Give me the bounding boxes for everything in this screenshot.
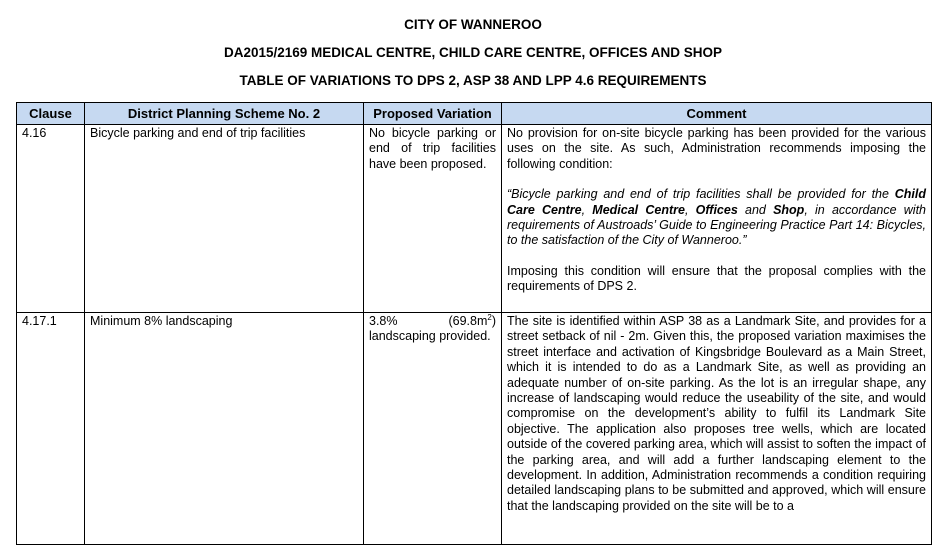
document-title: CITY OF WANNEROO xyxy=(404,17,542,32)
column-header-scheme: District Planning Scheme No. 2 xyxy=(85,103,364,125)
comment-paragraph: Imposing this condition will ensure that the proposal complies with the requirements of DPS 2. xyxy=(507,263,926,294)
clause-cell: 4.16 xyxy=(17,125,85,313)
variation-cell: No bicycle parking or end of trip facilities have been proposed. xyxy=(364,125,502,313)
column-header-variation: Proposed Variation xyxy=(364,103,502,125)
clause-cell: 4.17.1 xyxy=(17,313,85,545)
comment-paragraph: No provision for on-site bicycle parking has been provided for the various uses on the site. As such, Administration recommends imposing the following condition: xyxy=(507,126,926,171)
column-header-comment: Comment xyxy=(502,103,932,125)
table-title: TABLE OF VARIATIONS TO DPS 2, ASP 38 AND LPP 4.6 REQUIREMENTS xyxy=(239,73,707,88)
comment-cell: The site is identified within ASP 38 as a Landmark Site, and provides for a street setback of nil - 2m. Given this, the proposed variation maximises the street interface and activation of Kingsbridge Boulevard as a Main Street, which it is intended to do as a Landmark Site, as well as providing an adequate number of on-site parking. As the lot is an irregular shape, any increase of landscaping would reduce the useability of the site, and would compromise on the development’s ability to fulfil its Landmark Site objective. The application also proposes tree wells, which are located outside of the covered parking area, which will assist to soften the impact of the parking area, and will add a further landscaping element to the development. In addition, Administration recommends a condition requiring detailed landscaping plans to be submitted and approved, which will ensure that the landscaping provided on the site will be to a xyxy=(502,313,932,545)
table-row xyxy=(17,125,932,313)
column-header-clause: Clause xyxy=(17,103,85,125)
table-header-row xyxy=(17,103,932,125)
scheme-cell: Bicycle parking and end of trip facilities xyxy=(85,125,364,313)
table-row xyxy=(17,313,932,545)
condition-quote: “Bicycle parking and end of trip facilities shall be provided for the Child Care Centre, Medical Centre, Offices and Shop, in accordance with requirements of Austroads’ Guide to Engineering Practice Part 14: Bicycles, to the satisfaction of the City of Wanneroo.” xyxy=(507,187,926,248)
scheme-cell: Minimum 8% landscaping xyxy=(85,313,364,545)
document-subtitle: DA2015/2169 MEDICAL CENTRE, CHILD CARE CENTRE, OFFICES AND SHOP xyxy=(223,45,723,60)
variation-cell: 3.8% $(69.8m^2)$ landscaping provided. xyxy=(364,313,502,545)
comment-cell xyxy=(502,125,932,313)
variations-table xyxy=(16,102,932,545)
